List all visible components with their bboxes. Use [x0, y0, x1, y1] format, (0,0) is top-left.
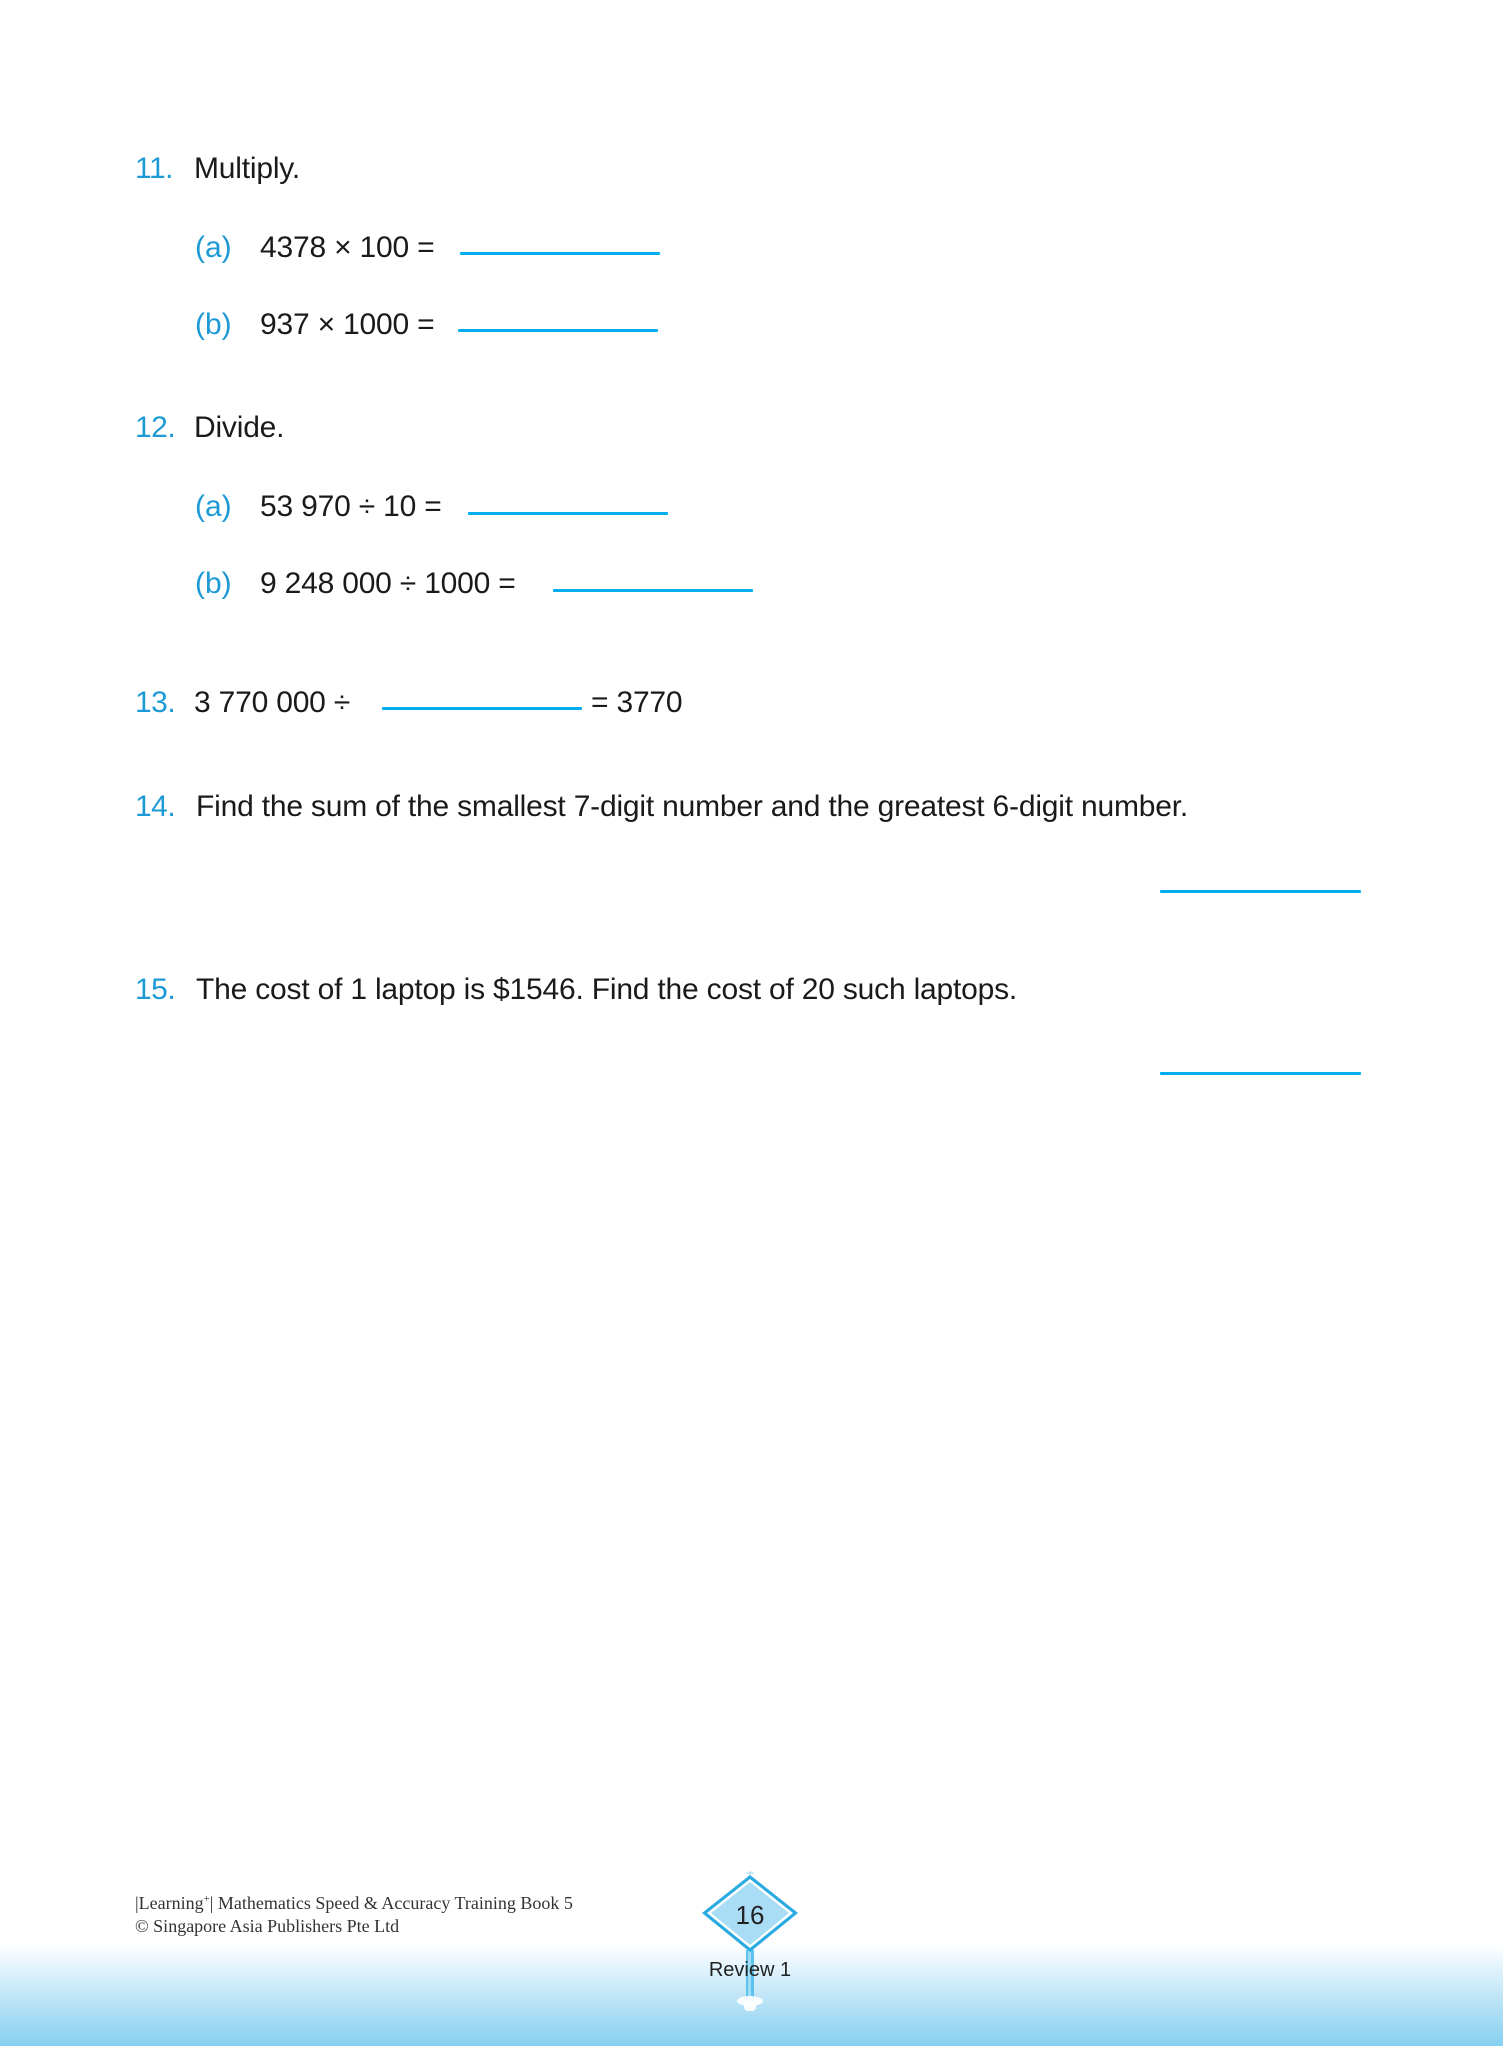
- part-expression: 9 248 000 ÷ 1000 =: [260, 567, 516, 600]
- part-expression: 937 × 1000 =: [260, 308, 435, 341]
- question-prompt: The cost of 1 laptop is $1546. Find the cost of 20 such laptops.: [196, 973, 1018, 1006]
- footer-book-name: | Mathematics Speed & Accuracy Training Book 5: [209, 1893, 573, 1913]
- footer-brand-plus: +: [203, 1893, 210, 1905]
- part-expression: 4378 × 100 =: [260, 231, 435, 264]
- answer-blank-13[interactable]: [382, 707, 582, 710]
- answer-blank-15[interactable]: [1160, 1072, 1361, 1075]
- part-label: (a): [195, 490, 232, 523]
- question-prompt: Find the sum of the smallest 7-digit number and the greatest 6-digit number.: [196, 790, 1188, 823]
- question-prompt: Divide.: [194, 411, 285, 444]
- part-label: (a): [195, 231, 232, 264]
- page-number: 16: [735, 1900, 765, 1930]
- answer-blank-12a[interactable]: [468, 512, 668, 515]
- signpost-diamond-icon: [700, 1870, 800, 2020]
- part-label: (b): [195, 308, 232, 341]
- part-label: (b): [195, 567, 232, 600]
- question-number: 12.: [135, 411, 176, 444]
- answer-blank-14[interactable]: [1160, 890, 1361, 893]
- question-prompt: Multiply.: [194, 152, 300, 185]
- question-number: 11.: [135, 152, 173, 185]
- question-prompt-after: = 3770: [591, 686, 683, 719]
- question-prompt-before: 3 770 000 ÷: [194, 686, 351, 719]
- question-number: 13.: [135, 686, 176, 719]
- footer-brand: |Learning: [135, 1893, 204, 1913]
- answer-blank-11b[interactable]: [458, 329, 658, 332]
- footer-book-title: [135, 1894, 573, 1912]
- answer-blank-11a[interactable]: [460, 252, 660, 255]
- page-number-badge: [700, 1870, 800, 2020]
- section-label: Review 1: [708, 1959, 792, 1981]
- question-number: 15.: [135, 973, 176, 1006]
- answer-blank-12b[interactable]: [553, 589, 753, 592]
- part-expression: 53 970 ÷ 10 =: [260, 490, 442, 523]
- footer-copyright: © Singapore Asia Publishers Pte Ltd: [135, 1916, 400, 1936]
- question-number: 14.: [135, 790, 176, 823]
